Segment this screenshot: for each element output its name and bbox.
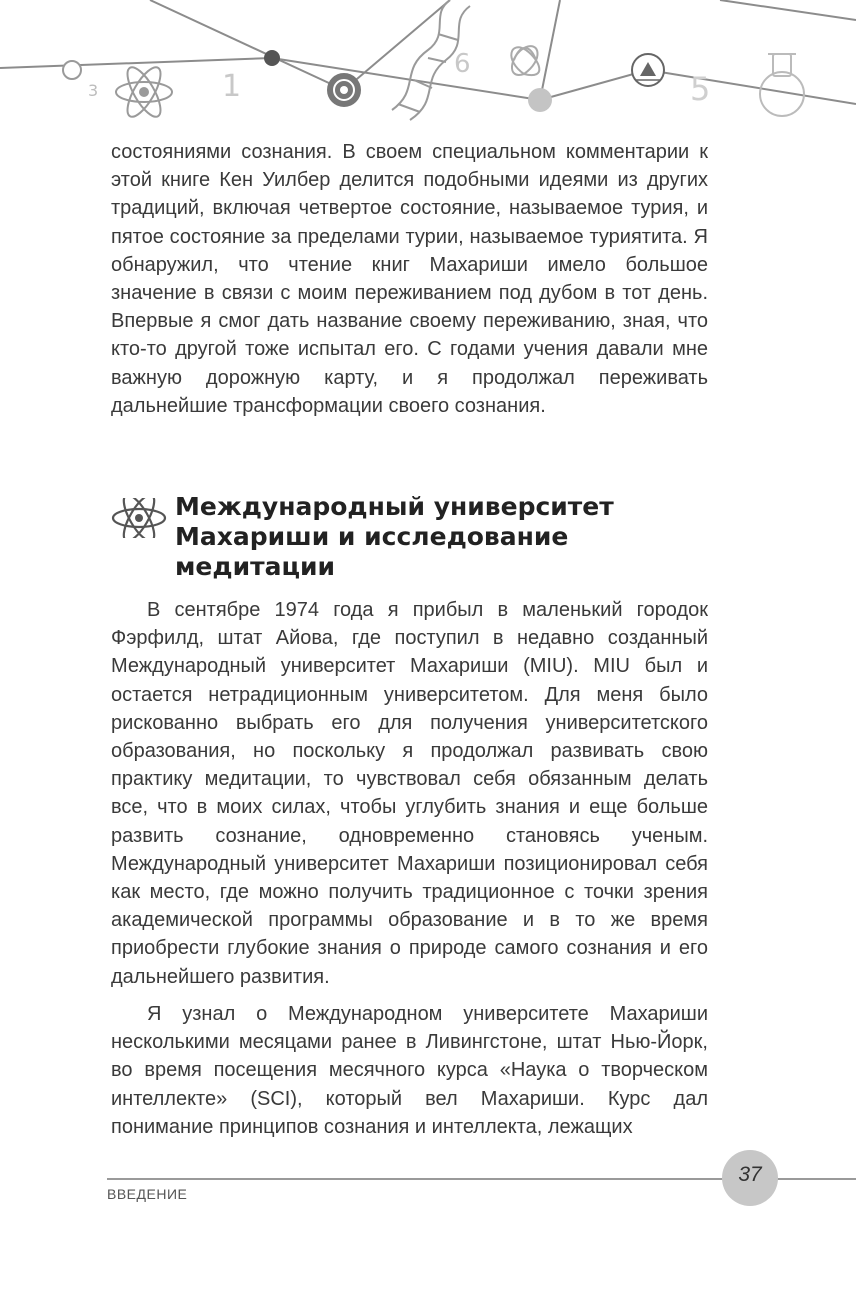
compass-icon — [632, 54, 664, 86]
ornament-line — [720, 0, 856, 20]
node-dot — [264, 50, 280, 66]
node-dot — [528, 88, 552, 112]
ornament-line — [0, 58, 272, 68]
body-paragraph: В сентябре 1974 года я прибыл в маленький городок Фэрфилд, штат Айова, где поступил в недавно созданный Международный университет Махариши (MIU). MIU был и остается нетрадиционным университетом. Для меня было рискованно выбрать его для получения университетского образования, но поскольку я продолжал развивать свою практику медитации, то чувствовал себя обязанным делать все, что в моих силах, чтобы углубить знания и еще больше развить сознание, одновременно становясь ученым. Международный университет Махариши позиционировал себя как место, где можно получить традиционное с точки зрения академической программы образование и в то же время приобрести глубокие знания о природе самого сознания и его дальнейшего развития. — [111, 599, 708, 988]
ornament-number: 5 — [690, 70, 711, 108]
ornament-line — [540, 0, 560, 100]
ornament-line — [150, 0, 344, 90]
ornament-number: 3 — [88, 81, 99, 100]
node-circle — [63, 61, 81, 79]
running-footer: ВВЕДЕНИЕ — [107, 1186, 188, 1202]
header-ornament — [0, 0, 856, 130]
ornament-line — [648, 70, 856, 104]
page-number: 37 — [738, 1163, 762, 1186]
atom-icon — [116, 63, 172, 121]
ornament-number: 6 — [454, 49, 471, 79]
section-title: Международный университет Махариши и исследование медитации — [175, 492, 614, 581]
atom-icon — [111, 498, 167, 538]
section-heading — [111, 492, 711, 588]
ornament-number: 1 — [222, 69, 242, 104]
flask-icon — [760, 54, 804, 116]
body-paragraph: Я узнал о Международном университете Махариши несколькими месяцами ранее в Ливингстоне, штат Нью-Йорк, во время посещения месячного курса «Наука о творческом интеллекте» (SCI), который вел Махариши. Курс дал понимание принципов сознания и интеллекта, лежащих — [111, 1003, 708, 1138]
triquetra-icon — [511, 46, 539, 75]
eye-icon — [328, 74, 360, 106]
body-paragraph: состояниями сознания. В своем специальном комментарии к этой книге Кен Уилбер делится подобными идеями из других традиций, включая четвертое состояние, называемое турия, и пятое состояние за пределами турии, называемое туриятита. Я обнаружил, что чтение книг Махариши имело большое значение в связи с моим переживанием под дубом в тот день. Впервые я смог дать название своему переживанию, зная, что кто-то другой тоже испытал его. С годами учения давали мне важную дорожную карту, и я продолжал переживать дальнейшие трансформации своего сознания. — [111, 141, 708, 417]
